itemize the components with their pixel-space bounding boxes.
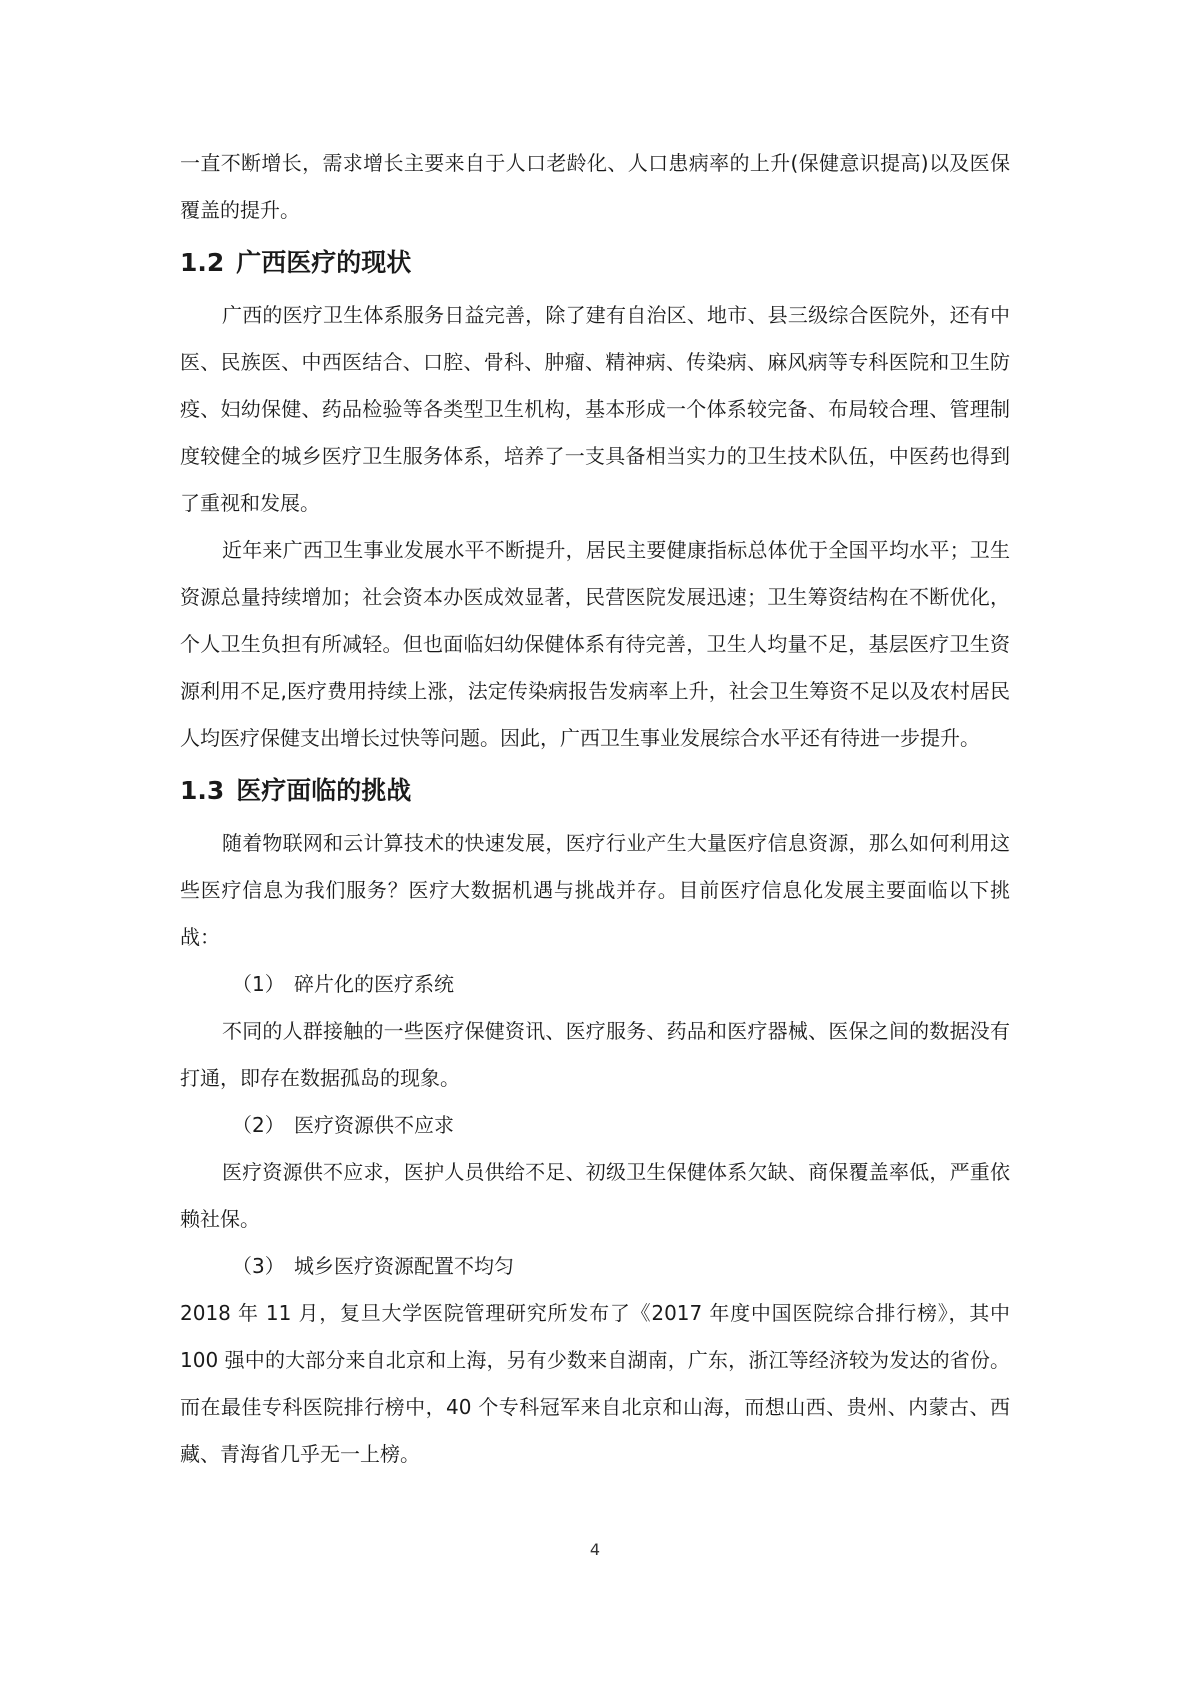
list-item-number: （2）: [232, 1113, 285, 1137]
paragraph: 近年来广西卫生事业发展水平不断提升，居民主要健康指标总体优于全国平均水平；卫生资源总量持续增加；社会资本办医成效显著，民营医院发展迅速；卫生筹资结构在不断优化，个人卫生负担有所减轻。但也面临妇幼保健体系有待完善，卫生人均量不足，基层医疗卫生资源利用不足,医疗费用持续上涨，法定传染病报告发病率上升，社会卫生筹资不足以及农村居民人均医疗保健支出增长过快等问题。因此，广西卫生事业发展综合水平还有待进一步提升。: [180, 538, 1010, 750]
document-page: [180, 140, 1010, 1478]
list-item-number: （1）: [232, 972, 285, 996]
section-title: 广西医疗的现状: [236, 248, 412, 277]
list-item-heading: [180, 1243, 1010, 1290]
section-number: 1.2: [180, 248, 225, 277]
paragraph: 随着物联网和云计算技术的快速发展，医疗行业产生大量医疗信息资源，那么如何利用这些医疗信息为我们服务？医疗大数据机遇与挑战并存。目前医疗信息化发展主要面临以下挑战：: [180, 831, 1010, 949]
paragraph: 广西的医疗卫生体系服务日益完善，除了建有自治区、地市、县三级综合医院外，还有中医、民族医、中西医结合、口腔、骨科、肿瘤、精神病、传染病、麻风病等专科医院和卫生防疫、妇幼保健、药品检验等各类型卫生机构，基本形成一个体系较完备、布局较合理、管理制度较健全的城乡医疗卫生服务体系，培养了一支具备相当实力的卫生技术队伍，中医药也得到了重视和发展。: [180, 303, 1010, 515]
page-number: 4: [589, 1540, 601, 1559]
section-title: 医疗面临的挑战: [236, 776, 412, 805]
list-item-title: 碎片化的医疗系统: [294, 972, 454, 996]
list-item-title: 城乡医疗资源配置不均匀: [294, 1254, 514, 1278]
list-item-number: （3）: [232, 1254, 285, 1278]
section-number: 1.3: [180, 776, 225, 805]
list-item-title: 医疗资源供不应求: [294, 1113, 454, 1137]
list-item-description: 2018 年 11 月，复旦大学医院管理研究所发布了《2017 年度中国医院综合排行榜》，其中 100 强中的大部分来自北京和上海，另有少数来自湖南，广东，浙江等经济较为发达的省份。而在最佳专科医院排行榜中，40 个专科冠军来自北京和山海，而想山西、贵州、内蒙古、西藏、青海省几乎无一上榜。: [180, 1301, 1010, 1466]
section-heading-1-3: [180, 762, 1010, 820]
list-item-heading: [180, 1102, 1010, 1149]
paragraph-continued: 一直不断增长，需求增长主要来自于人口老龄化、人口患病率的上升(保健意识提高)以及医保覆盖的提升。: [180, 151, 1010, 222]
list-item-description: 医疗资源供不应求，医护人员供给不足、初级卫生保健体系欠缺、商保覆盖率低，严重依赖社保。: [180, 1160, 1010, 1231]
section-heading-1-2: [180, 234, 1010, 292]
list-item-heading: [180, 961, 1010, 1008]
list-item-description: 不同的人群接触的一些医疗保健资讯、医疗服务、药品和医疗器械、医保之间的数据没有打通，即存在数据孤岛的现象。: [180, 1019, 1010, 1090]
